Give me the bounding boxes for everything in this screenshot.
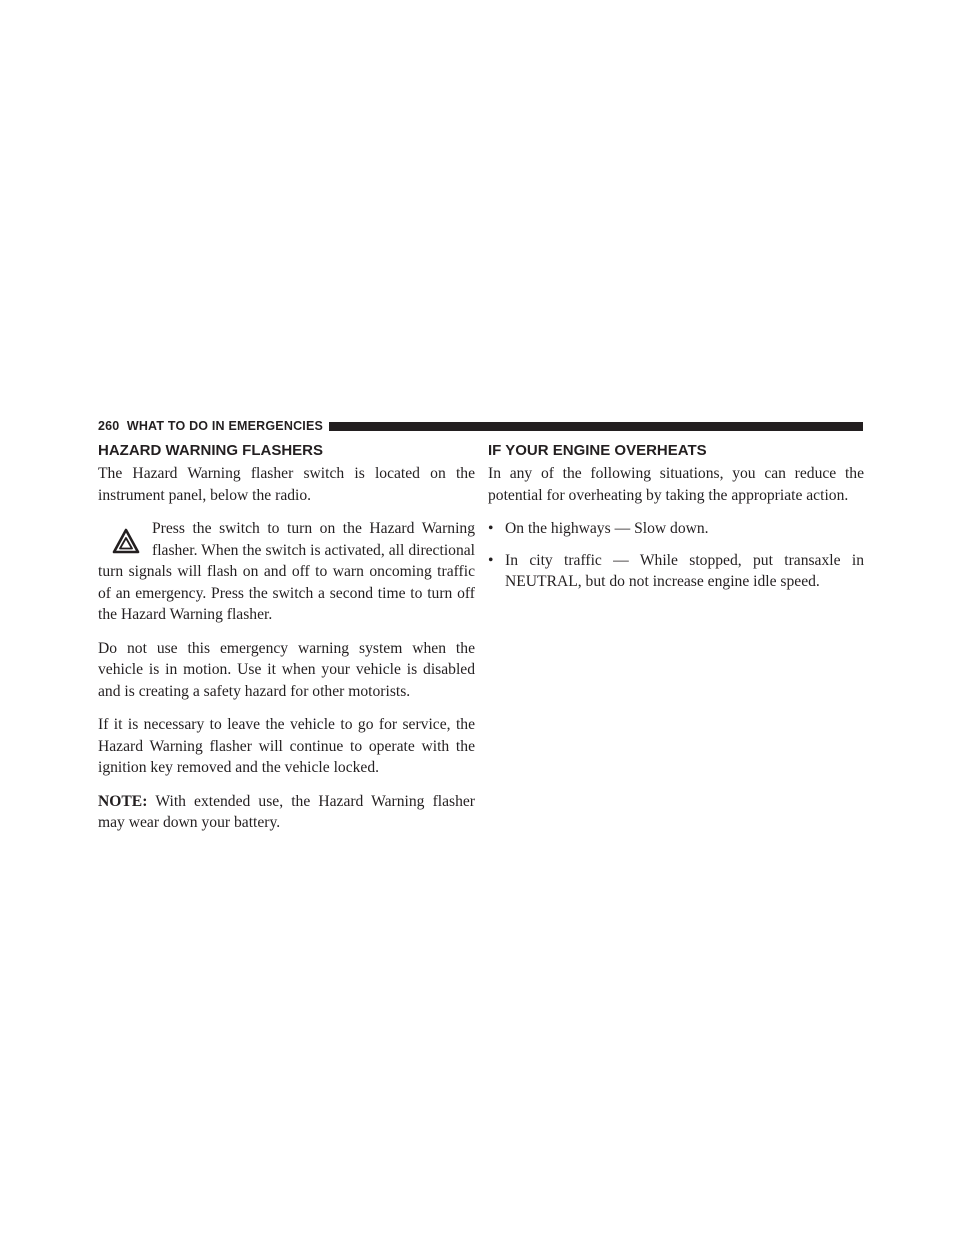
hazard-warning-block <box>98 518 475 626</box>
page-number: 260 <box>98 419 120 433</box>
list-item: • On the highways — Slow down. <box>488 518 864 540</box>
bullet-icon: • <box>488 520 494 537</box>
hazard-paragraph-2: Do not use this emergency warning system when the vehicle is in motion. Use it when your vehicle is disabled and is creating a safety hazard for other motorists. <box>98 639 475 700</box>
note-text: With extended use, the Hazard Warning flasher may wear down your battery. <box>98 792 475 831</box>
hazard-heading: HAZARD WARNING FLASHERS <box>98 442 323 459</box>
left-column <box>98 441 475 846</box>
header-rule <box>329 422 863 431</box>
overheat-heading: IF YOUR ENGINE OVERHEATS <box>488 442 707 459</box>
hazard-intro: The Hazard Warning flasher switch is located on the instrument panel, below the radio. <box>98 465 475 504</box>
header-title <box>98 419 329 433</box>
hazard-paragraph-3: If it is necessary to leave the vehicle to go for service, the Hazard Warning flasher will continue to operate with the ignition key removed and the vehicle locked. <box>98 716 475 776</box>
overheat-intro: In any of the following situations, you can reduce the potential for overheating by taking the appropriate action. <box>488 465 864 504</box>
list-item: • In city traffic — While stopped, put transaxle in NEUTRAL, but do not increase engine idle speed. <box>488 551 864 590</box>
hazard-note <box>98 791 475 834</box>
right-column <box>488 441 864 603</box>
page-header <box>98 419 863 433</box>
bullet-icon: • <box>488 551 494 569</box>
hazard-warning-text: Press the switch to turn on the Hazard Warning flasher. When the switch is activated, all directional turn signals will flash on and off to warn oncoming traffic of an emergency. Press the switch a second time to turn off the Hazard Warning flasher. <box>98 520 475 623</box>
section-title: WHAT TO DO IN EMERGENCIES <box>126 419 324 433</box>
overheat-list <box>488 518 864 593</box>
note-label: NOTE: <box>98 792 148 810</box>
hazard-triangle-icon <box>112 528 140 554</box>
